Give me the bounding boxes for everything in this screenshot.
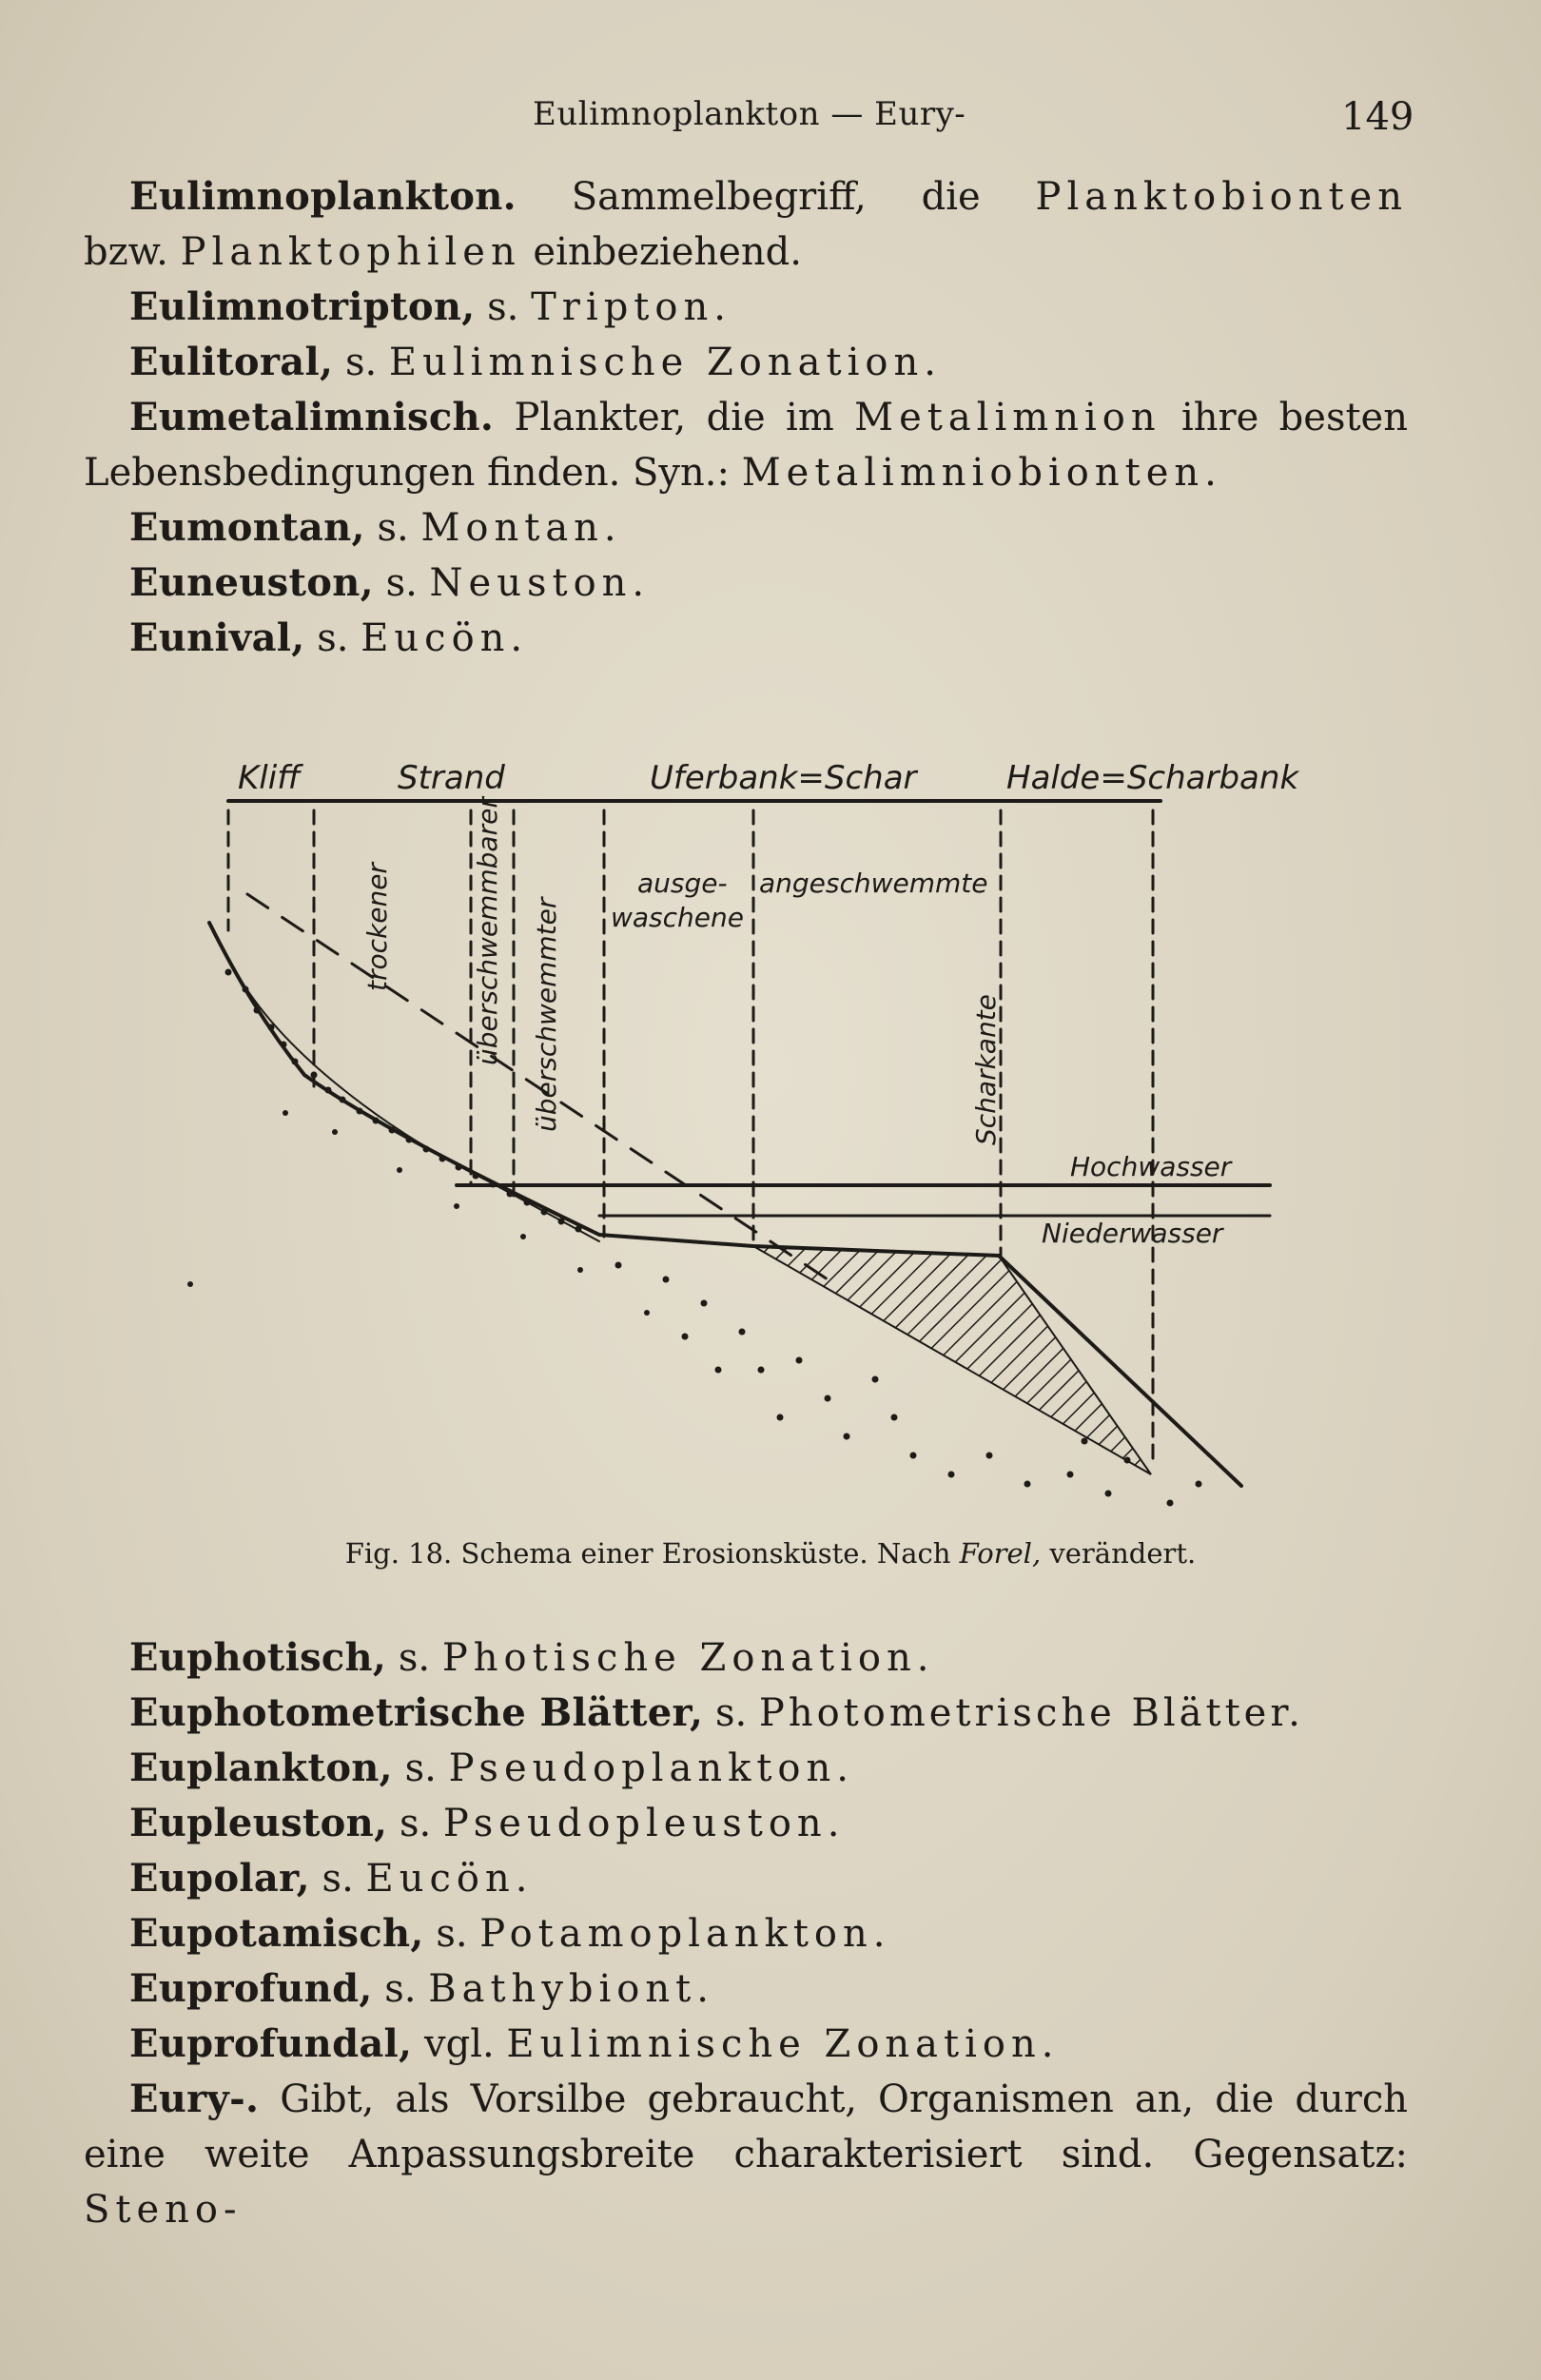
entry-eulitoral (84, 335, 1408, 390)
label-kliff: Kliff (238, 759, 301, 797)
headword: Eury-. (129, 2077, 260, 2121)
page-header (0, 95, 1541, 152)
entry-text: s. (386, 1636, 442, 1680)
page-number: 149 (1341, 95, 1414, 139)
entry-text: s. (387, 1802, 443, 1845)
entry-text: s. (372, 1967, 429, 2011)
label-ueberschwemmter: überschwemmter (531, 897, 562, 1132)
entry-euplankton (84, 1741, 1408, 1796)
headword: Euplankton, (129, 1746, 393, 1790)
label-uferbank: Uferbank=Schar (650, 759, 917, 797)
entry-text: s. (423, 1912, 480, 1956)
entry-text: s. (703, 1691, 759, 1735)
label-halde: Halde=Scharbank (1006, 759, 1299, 797)
headword: Euprofund, (129, 1966, 373, 2011)
entry-eupolar (84, 1851, 1408, 1906)
entry-eupleuston (84, 1796, 1408, 1851)
label-trockener: trockener (361, 863, 393, 991)
entry-text: s. (373, 561, 430, 605)
entry-euprofund (84, 1961, 1408, 2017)
headword: Euphotisch, (129, 1635, 387, 1680)
cross-reference: Eucön. (365, 1857, 534, 1901)
label-ausgewaschene-2: waschene (611, 902, 744, 933)
entry-line (84, 224, 1408, 280)
cross-reference: Steno- (84, 2188, 243, 2232)
label-niederwasser: Niederwasser (1042, 1218, 1223, 1249)
cross-reference: Bathybiont. (428, 1967, 714, 2011)
caption-text: Fig. 18. Schema einer Erosionsküste. Nach (344, 1537, 960, 1570)
entry-eumetalimnisch (84, 390, 1408, 500)
label-angeschwemmte: angeschwemmte (759, 868, 988, 899)
entry-text: Gibt, als Vorsilbe gebraucht, Organismen an, die durch (259, 2078, 1408, 2121)
entry-text: bzw. (84, 230, 181, 274)
entry-text: s. (475, 285, 532, 329)
entry-euphotometrische-blaetter (84, 1686, 1408, 1741)
figure-caption (0, 1537, 1541, 1570)
cross-reference: Montan. (420, 506, 622, 550)
cross-reference: Neuston. (429, 561, 651, 605)
cross-reference: Eulimnische Zonation. (388, 341, 942, 384)
entry-line (84, 445, 1408, 500)
headword: Euprofundal, (129, 2021, 413, 2066)
headword: Eupolar, (129, 1856, 310, 1901)
headword: Eunival, (129, 615, 305, 660)
headword: Eulimnoplankton. (129, 174, 517, 219)
entry-eulimnoplankton (84, 169, 1408, 280)
cross-reference: Photometrische Blätter. (758, 1691, 1304, 1735)
label-strand: Strand (398, 759, 505, 797)
cross-reference: Tripton. (531, 285, 731, 329)
cross-reference: Pseudoplankton. (448, 1746, 854, 1790)
dictionary-entries-top (84, 169, 1408, 666)
label-hochwasser: Hochwasser (1070, 1151, 1232, 1182)
entry-line (84, 2182, 1408, 2237)
cross-reference: Photische Zonation. (441, 1636, 935, 1680)
entry-text: Lebensbedingungen finden. Syn.: (84, 451, 742, 495)
erosion-coast-diagram (171, 751, 1313, 1570)
entry-text: s. (304, 616, 361, 660)
entry-text: eine weite Anpassungsbreite charakterisiert sind. Gegensatz: (84, 2133, 1408, 2176)
headword: Eumontan, (129, 505, 365, 550)
dictionary-entries-bottom (84, 1630, 1408, 2237)
entry-text: s. (364, 506, 421, 550)
entry-text: vgl. (412, 2022, 507, 2066)
entry-line (84, 169, 1408, 224)
label-ausgewaschene-1: ausge- (637, 868, 728, 899)
entry-text: Sammelbegriff, die (516, 175, 1036, 219)
cross-reference: Eucön. (361, 616, 529, 660)
entry-text: s. (309, 1857, 366, 1901)
entry-text: ihre besten (1161, 396, 1408, 439)
entry-euphotisch (84, 1630, 1408, 1686)
label-scharkante: Scharkante (970, 994, 1002, 1145)
cross-reference: Pseudopleuston. (442, 1802, 846, 1845)
headword: Eulimnotripton, (129, 284, 476, 329)
caption-text: verändert. (1041, 1537, 1197, 1570)
entry-eupotamisch (84, 1906, 1408, 1961)
headword: Eupleuston, (129, 1801, 388, 1845)
entry-text: s. (333, 341, 389, 384)
headword: Eupotamisch, (129, 1911, 424, 1956)
entry-text: Plankter, die im (494, 396, 855, 439)
entry-line (84, 2072, 1408, 2127)
headword: Eumetalimnisch. (129, 395, 495, 439)
entry-line (84, 2127, 1408, 2182)
running-head: Eulimnoplankton — Eury- (533, 95, 966, 133)
caption-author: Forel, (959, 1537, 1042, 1570)
cross-reference: Planktobionten (1035, 175, 1408, 219)
entry-eury (84, 2072, 1408, 2237)
entry-eunival (84, 611, 1408, 666)
entry-eumontan (84, 500, 1408, 556)
entry-euprofundal (84, 2017, 1408, 2072)
halde-hatched (753, 1246, 1151, 1474)
headword: Euphotometrische Blätter, (129, 1690, 704, 1735)
entry-text: einbeziehend. (520, 230, 802, 274)
cross-reference: Planktophilen (180, 230, 521, 274)
cross-reference: Metalimniobionten. (741, 451, 1222, 495)
cross-reference: Metalimnion (854, 396, 1161, 439)
cross-reference: Potamoplankton. (479, 1912, 891, 1956)
entry-text: s. (392, 1746, 449, 1790)
cross-reference: Eulimnische Zonation. (506, 2022, 1060, 2066)
entry-eulimnotripton (84, 280, 1408, 335)
entry-euneuston (84, 556, 1408, 611)
label-ueberschwemmbarer: überschwemmbarer (472, 797, 503, 1065)
headword: Euneuston, (129, 560, 374, 605)
entry-line (84, 390, 1408, 445)
headword: Eulitoral, (129, 340, 334, 384)
